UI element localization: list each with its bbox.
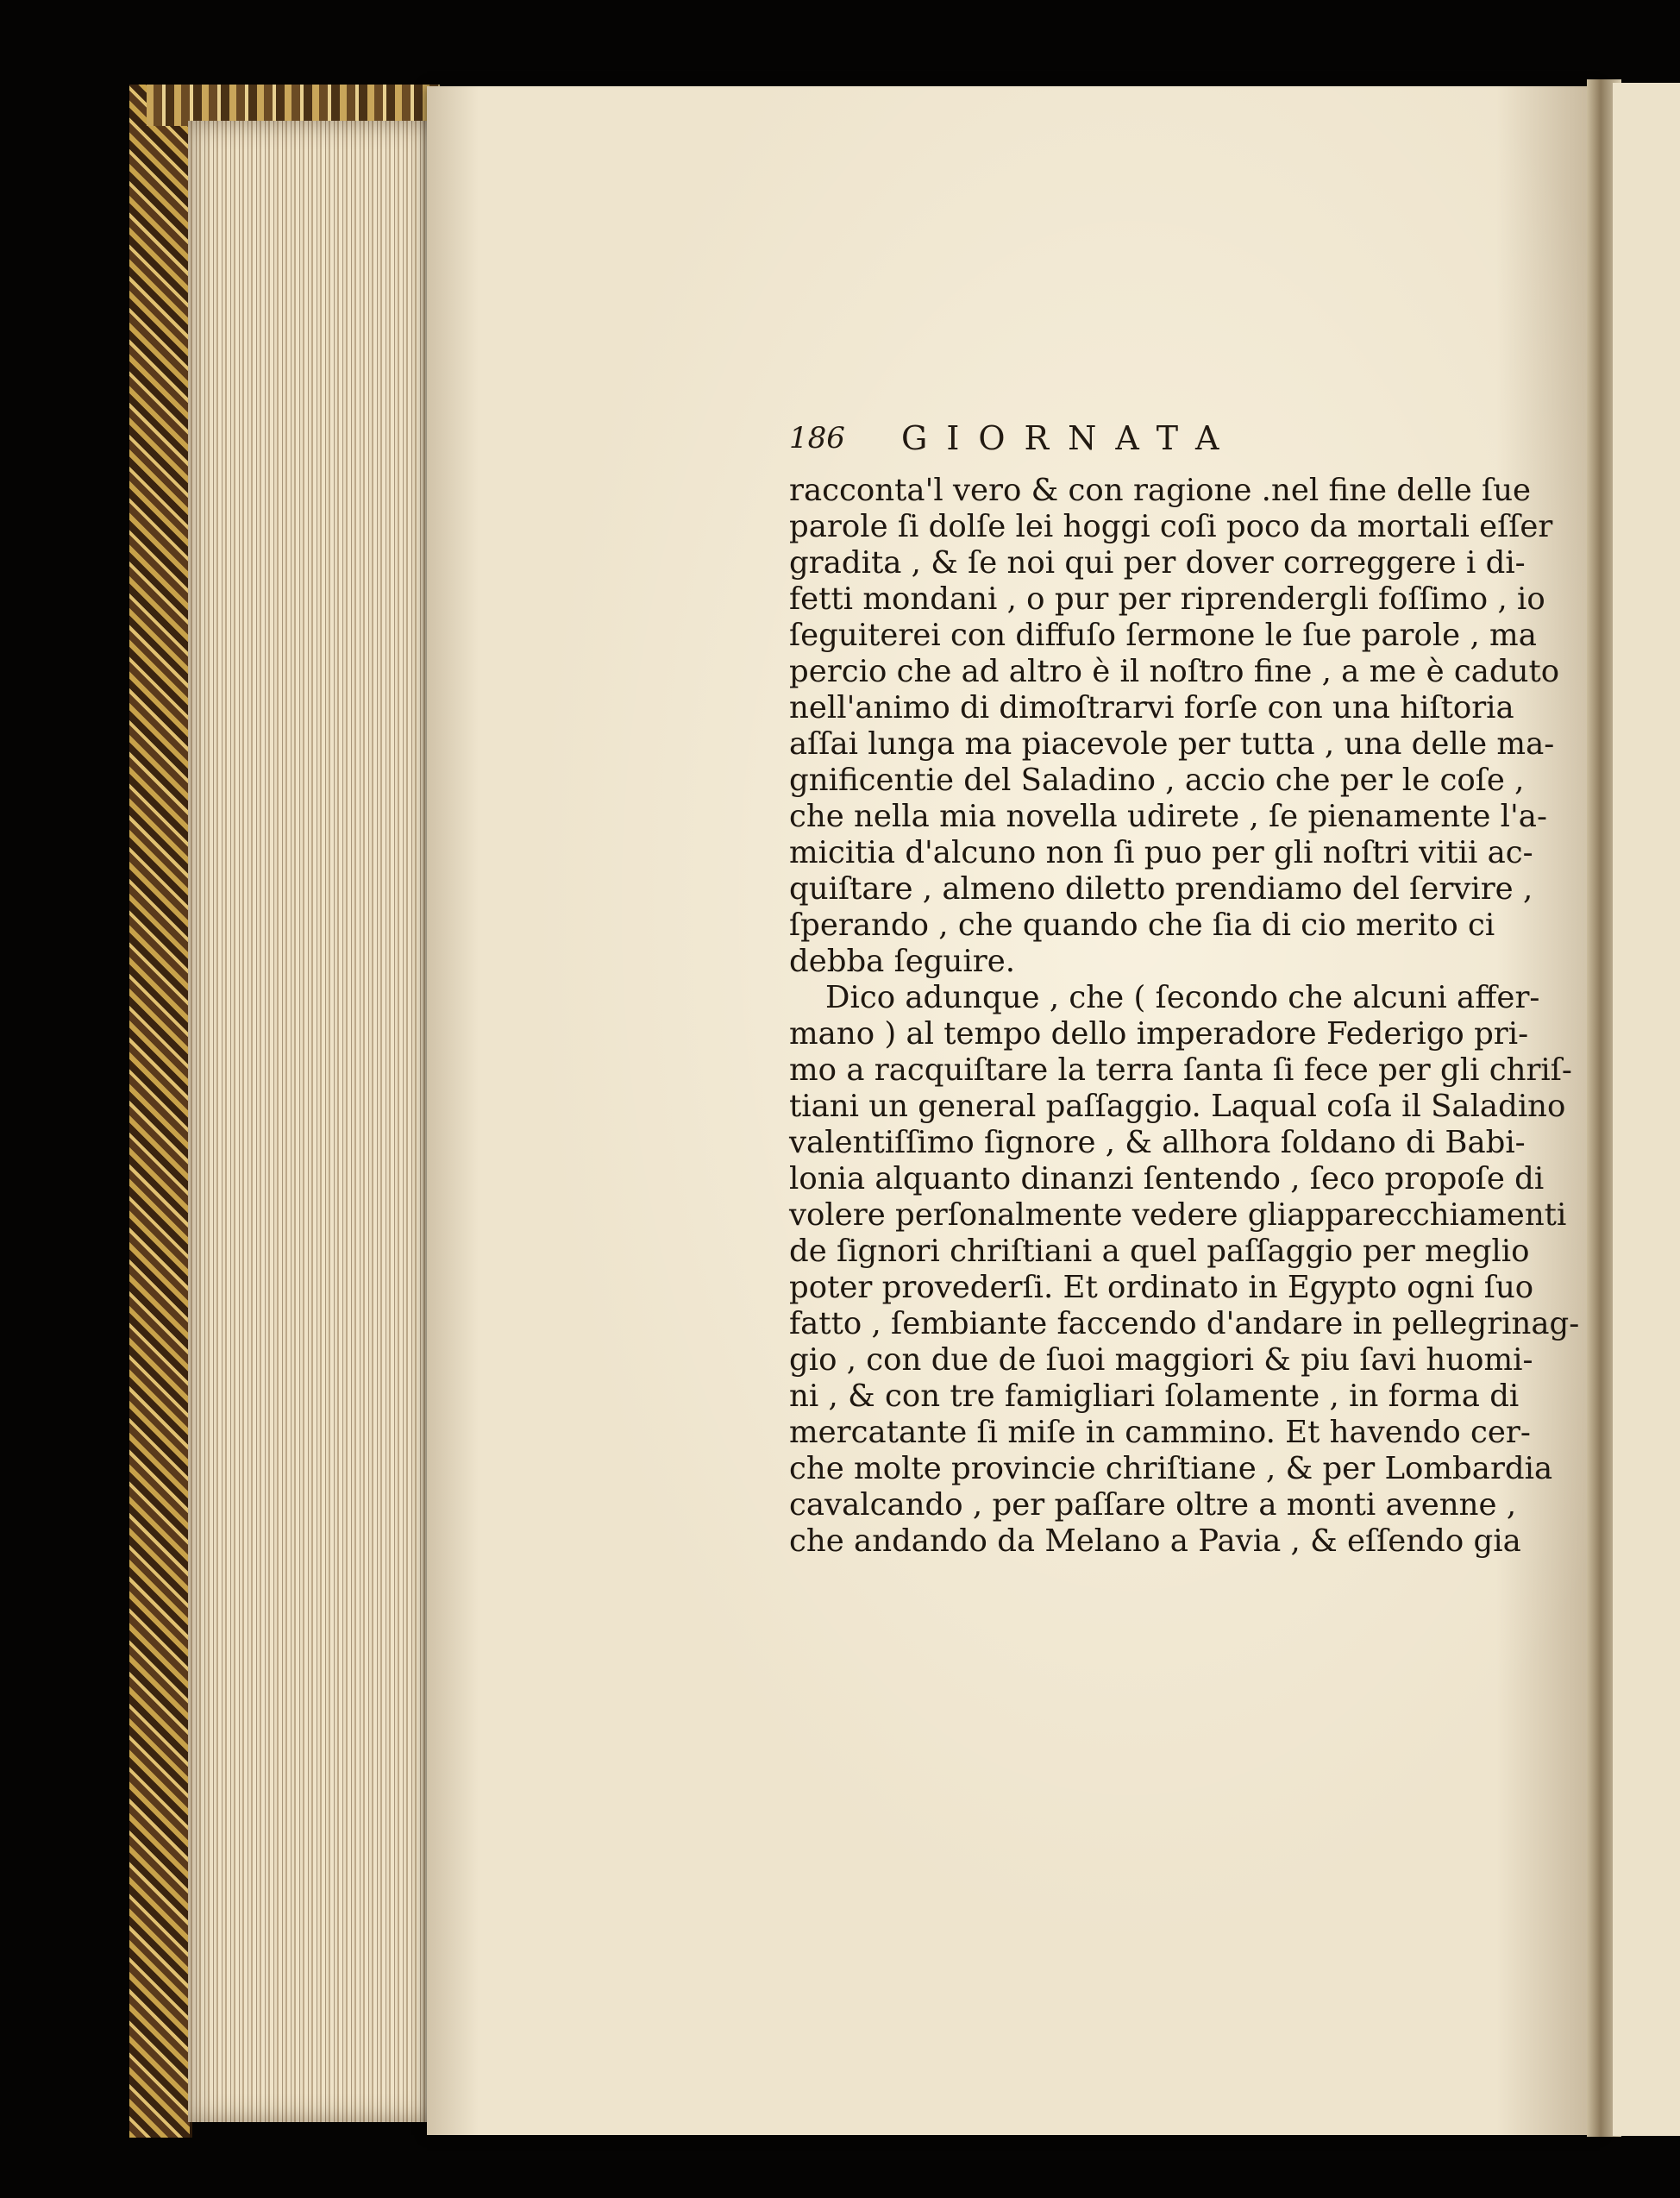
- text-line: gio , con due de ſuoi maggiori & piu ſavi huomi-: [789, 1342, 1533, 1378]
- text-line: mo a racquiſtare la terra ſanta ſi fece per gli chriſ-: [789, 1052, 1572, 1088]
- text-line: poter provederſi. Et ordinato in Egypto ogni ſuo: [789, 1270, 1534, 1305]
- text-line: valentiſſimo ſignore , & allhora ſoldano di Babi-: [789, 1125, 1526, 1160]
- text-line: ſperando , che quando che ſia di cio merito ci: [789, 907, 1495, 943]
- text-line: micitia d'alcuno non ſi puo per gli noſtri vitii ac-: [789, 835, 1533, 870]
- text-line: quiſtare , almeno diletto prendiamo del ſervire ,: [789, 871, 1533, 907]
- text-line: tiani un general paſſaggio. Laqual coſa il Saladino: [789, 1089, 1566, 1124]
- text-line: gnificentie del Saladino , accio che per le coſe ,: [789, 763, 1525, 798]
- body-text: [789, 473, 1580, 1560]
- page-number: 186: [789, 421, 845, 455]
- text-line: che molte provincie chriſtiane , & per Lombardia: [789, 1451, 1553, 1486]
- text-line: racconta'l vero & con ragione .nel fine delle ſue: [789, 473, 1532, 508]
- text-line: ni , & con tre famigliari ſolamente , in forma di: [789, 1378, 1520, 1414]
- text-line: parole ſi dolſe lei hoggi coſi poco da mortali eſſer: [789, 509, 1553, 544]
- facing-page-edge: [1613, 83, 1680, 2136]
- text-line: ſeguiterei con diffuſo ſermone le ſue parole , ma: [789, 618, 1537, 653]
- running-head: [789, 421, 1427, 473]
- section-title: GIORNATA: [901, 419, 1238, 457]
- text-line: mercatante ſi miſe in cammino. Et havendo cer-: [789, 1415, 1531, 1450]
- text-line: lonia alquanto dinanzi ſentendo , ſeco propoſe di: [789, 1161, 1545, 1196]
- text-line: che nella mia novella udirete , ſe pienamente l'a-: [789, 799, 1547, 834]
- text-line: volere perſonalmente vedere gliapparecchiamenti: [789, 1197, 1567, 1233]
- text-line: percio che ad altro è il noſtro fine , a me è caduto: [789, 654, 1560, 689]
- text-line: gradita , & ſe noi qui per dover correggere i di-: [789, 545, 1526, 581]
- text-line: debba ſeguire.: [789, 944, 1015, 979]
- text-line: cavalcando , per paſſare oltre a monti avenne ,: [789, 1487, 1517, 1523]
- text-line: fetti mondani , o pur per riprendergli foſſimo , io: [789, 581, 1545, 617]
- text-line: de ſignori chriſtiani a quel paſſaggio per meglio: [789, 1234, 1530, 1269]
- text-line: Dico adunque , che ( ſecondo che alcuni affer-: [825, 980, 1540, 1015]
- text-line: mano ) al tempo dello imperadore Federigo pri-: [789, 1016, 1529, 1052]
- text-line: fatto , ſembiante faccendo d'andare in pellegrinag-: [789, 1306, 1580, 1341]
- text-line: nell'animo di dimoſtrarvi forſe con una hiſtoria: [789, 690, 1514, 725]
- page-edges: [188, 121, 434, 2122]
- gilt-headband: [147, 85, 440, 126]
- book-spine: [129, 85, 192, 2138]
- text-line: aſſai lunga ma piacevole per tutta , una delle ma-: [789, 726, 1555, 762]
- text-line: che andando da Melano a Pavia , & eſſendo gia: [789, 1523, 1521, 1559]
